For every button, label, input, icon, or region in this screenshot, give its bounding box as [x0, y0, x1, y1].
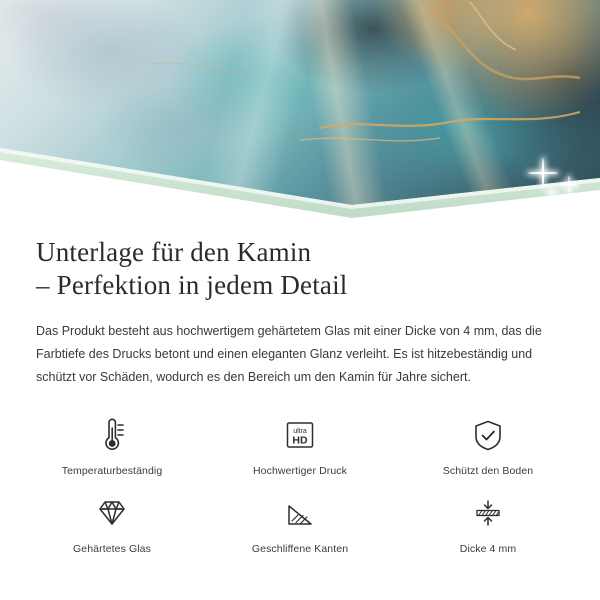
shield-check-icon: [467, 413, 509, 457]
headline-line-1: Unterlage für den Kamin: [36, 237, 312, 267]
page-title: [36, 222, 564, 302]
polished-edges-icon: [279, 491, 321, 535]
thermometer-icon: [91, 413, 133, 457]
ultra-hd-icon: [279, 413, 321, 457]
feature-item: [394, 413, 582, 477]
feature-label: Temperaturbeständig: [61, 465, 163, 477]
product-description-text: Das Produkt besteht aus hochwertigem gehärtetem Glas mit einer Dicke von 4 mm, das die Farbtiefe des Drucks betont und einen eleganten Glanz verleiht. Es ist hitzebeständig und schützt vor Schäden, wodurch es den Bereich um den Kamin für Jahre sichert.: [36, 324, 542, 384]
feature-label: Gehärtetes Glas: [73, 543, 151, 555]
diamond-icon: [91, 491, 133, 535]
hero-image: [0, 0, 600, 222]
feature-item: [18, 413, 206, 477]
svg-text:ultra: ultra: [293, 428, 307, 435]
thickness-arrows-icon: [467, 491, 509, 535]
feature-item: [206, 413, 394, 477]
feature-label: Geschliffene Kanten: [251, 543, 349, 555]
feature-item: [394, 491, 582, 555]
svg-text:HD: HD: [292, 434, 308, 447]
feature-grid: [0, 413, 600, 555]
feature-label: Dicke 4 mm: [459, 543, 517, 555]
content-block: [0, 222, 600, 389]
feature-item: [18, 491, 206, 555]
feature-label: Hochwertiger Druck: [253, 465, 347, 477]
feature-item: [206, 491, 394, 555]
feature-label: Schützt den Boden: [442, 465, 534, 477]
headline-line-2: – Perfektion in jedem Detail: [36, 270, 348, 300]
